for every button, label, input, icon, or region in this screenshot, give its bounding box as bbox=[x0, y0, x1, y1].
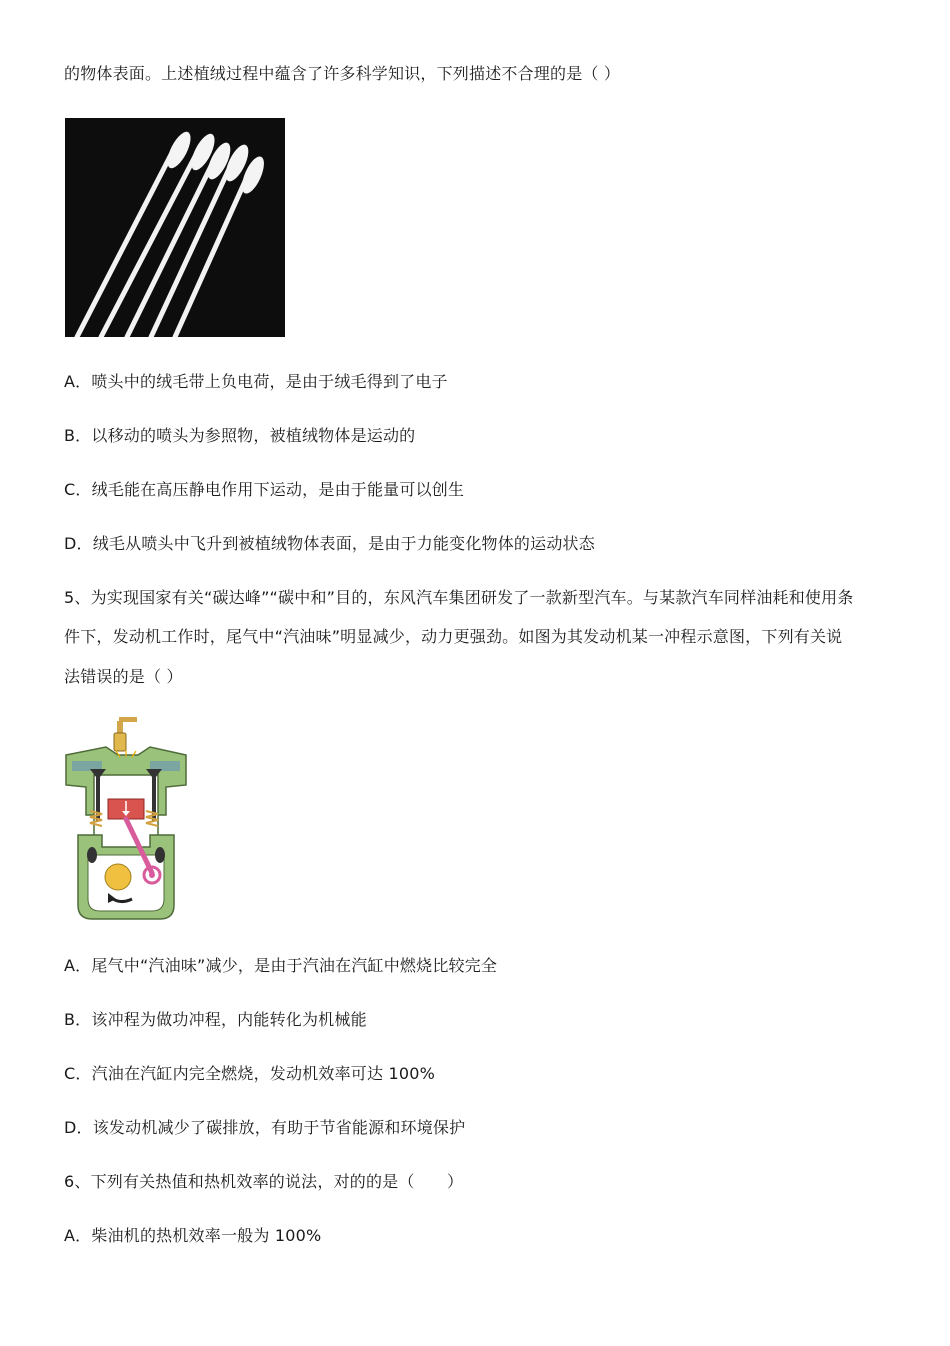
q5-option-d: D．该发动机减少了碳排放，有助于节省能源和环境保护 bbox=[64, 1118, 466, 1137]
q5-stem-line-2: 件下，发动机工作时，尾气中“汽油味”明显减少，动力更强劲。如图为其发动机某一冲程示意图，下列有关说 bbox=[64, 627, 843, 646]
q4-option-c: C．绒毛能在高压静电作用下运动，是由于能量可以创生 bbox=[64, 480, 465, 499]
q6-stem: 6、下列有关热值和热机效率的说法，对的的是（ ） bbox=[64, 1172, 464, 1191]
q5-option-a: A．尾气中“汽油味”减少，是由于汽油在汽缸中燃烧比较完全 bbox=[64, 956, 498, 975]
q4-option-b: B．以移动的喷头为参照物，被植绒物体是运动的 bbox=[64, 426, 416, 445]
q6-option-a: A．柴油机的热机效率一般为 100% bbox=[64, 1226, 322, 1245]
q5-option-c: C．汽油在汽缸内完全燃烧，发动机效率可达 100% bbox=[64, 1064, 436, 1083]
q5-option-b: B．该冲程为做功冲程，内能转化为机械能 bbox=[64, 1010, 367, 1029]
q5-stem-line-3: 法错误的是（ ） bbox=[64, 667, 183, 686]
q4-option-a: A．喷头中的绒毛带上负电荷，是由于绒毛得到了电子 bbox=[64, 372, 448, 391]
q5-stem-line-1: 5、为实现国家有关“碳达峰”“碳中和”目的，东风汽车集团研发了一款新型汽车。与某款汽车同样油耗和使用条 bbox=[64, 588, 854, 607]
question-4-stem-tail: 的物体表面。上述植绒过程中蕴含了许多科学知识，下列描述不合理的是（ ） bbox=[64, 64, 621, 83]
q4-option-d: D．绒毛从喷头中飞升到被植绒物体表面，是由于力能变化物体的运动状态 bbox=[64, 534, 595, 553]
swab-photo bbox=[65, 118, 285, 337]
engine-stroke-diagram bbox=[62, 715, 190, 921]
